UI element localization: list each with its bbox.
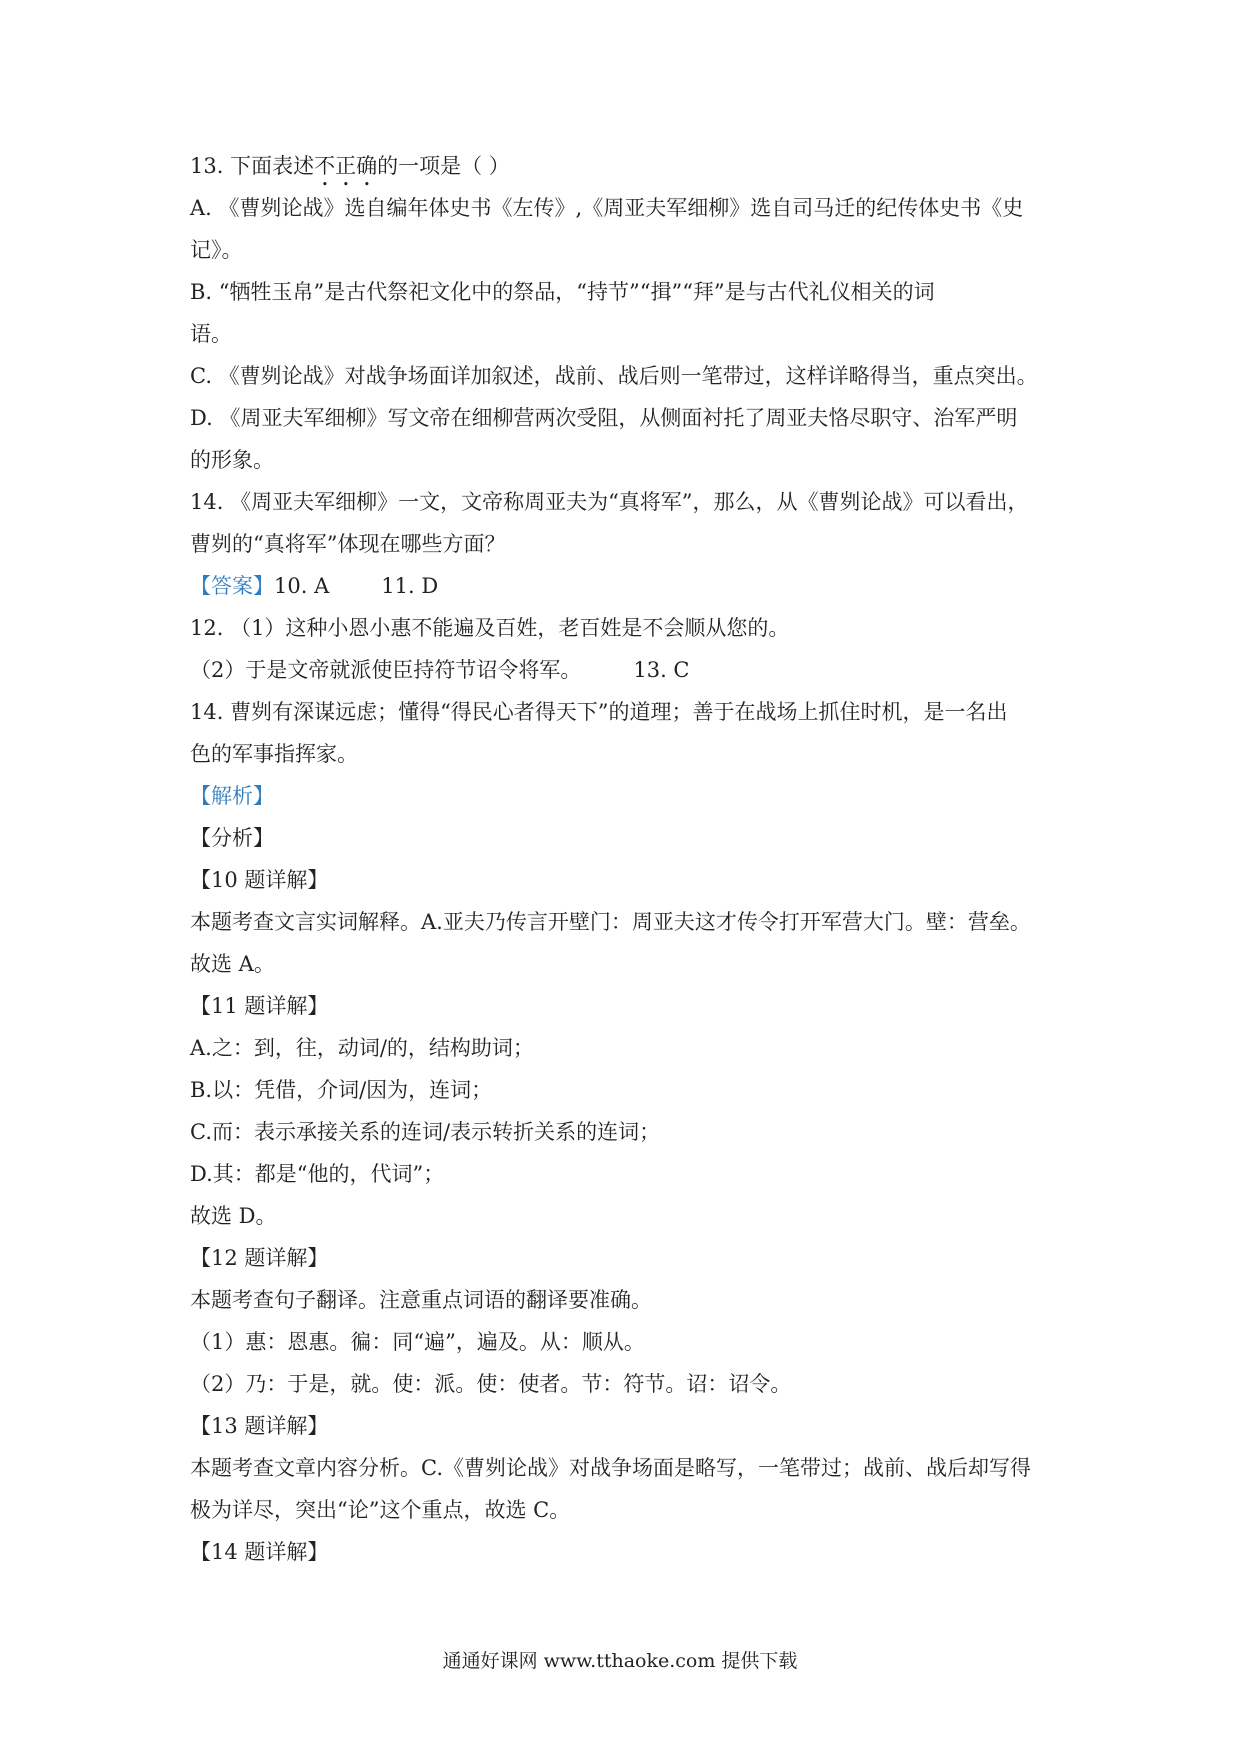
detail-10-text: 本题考查文言实词解释。A.亚夫乃传言开壁门：周亚夫这才传令打开军营大门。壁：营垒。 <box>190 910 1031 934</box>
q13-emphasis: 不正确 <box>314 154 378 178</box>
q13-option-b: B. “牺牲玉帛”是古代祭祀文化中的祭品，“持节”“揖”“拜”是与古代礼仪相关的词 <box>190 280 935 304</box>
detail-10-text-cont: 故选 A。 <box>190 952 275 976</box>
document-page <box>190 145 1060 1573</box>
detail-12-heading: 【12 题详解】 <box>190 1246 329 1270</box>
q13-option-d-cont: 的形象。 <box>190 448 274 472</box>
answer-11: 11. D <box>381 574 439 598</box>
page-footer: 通通好课网 www.tthaoke.com 提供下载 <box>442 1650 798 1672</box>
detail-13-text: 本题考查文章内容分析。C.《曹刿论战》对战争场面是略写，一笔带过；战前、战后却写得 <box>190 1456 1031 1480</box>
answer-12-2-and-13 <box>190 649 1060 691</box>
q13-option-a: A. 《曹刿论战》选自编年体史书《左传》,《周亚夫军细柳》选自司马迁的纪传体史书《史 <box>190 196 1024 220</box>
answer-14-1: 14. 曹刿有深谋远虑；懂得“得民心者得天下”的道理；善于在战场上抓住时机，是一名出 <box>190 700 1008 724</box>
detail-14-heading: 【14 题详解】 <box>190 1540 329 1564</box>
detail-12-line: （2）乃：于是，就。使：派。使：使者。节：符节。诏：诏令。 <box>190 1372 792 1396</box>
analysis-tag: 【解析】 <box>190 784 274 808</box>
q13-suffix: 的一项是（ ） <box>377 154 510 178</box>
detail-11-line: C.而：表示承接关系的连词/表示转折关系的连词； <box>190 1120 661 1144</box>
detail-11-line: B.以：凭借，介词/因为，连词； <box>190 1078 493 1102</box>
question-14-stem: 14. 《周亚夫军细柳》一文，文帝称周亚夫为“真将军”，那么，从《曹刿论战》可以看出， <box>190 490 1029 514</box>
detail-13-heading: 【13 题详解】 <box>190 1414 329 1438</box>
detail-11-line: A.之：到，往，动词/的，结构助词； <box>190 1036 534 1060</box>
answer-10: 10. A <box>274 574 330 598</box>
q13-option-a-cont: 记》。 <box>190 238 243 262</box>
detail-12-line: 本题考查句子翻译。注意重点词语的翻译要准确。 <box>190 1288 652 1312</box>
answer-tag: 【答案】 <box>190 574 274 598</box>
analysis-fenxi-heading: 【分析】 <box>190 826 274 850</box>
answer-12-1: 12. （1）这种小恩小惠不能遍及百姓，老百姓是不会顺从您的。 <box>190 616 790 640</box>
detail-12-line: （1）惠：恩惠。徧：同“遍”，遍及。从：顺从。 <box>190 1330 645 1354</box>
q13-option-c: C. 《曹刿论战》对战争场面详加叙述，战前、战后则一笔带过，这样详略得当，重点突出。 <box>190 364 1038 388</box>
detail-11-heading: 【11 题详解】 <box>190 994 329 1018</box>
question-13-stem <box>190 145 1060 187</box>
answer-12-2: （2）于是文帝就派使臣持符节诏令将军。 <box>190 658 582 682</box>
answer-line <box>190 565 1060 607</box>
q13-option-b-cont: 语。 <box>190 322 232 346</box>
detail-13-text-cont: 极为详尽，突出“论”这个重点，故选 C。 <box>190 1498 571 1522</box>
detail-10-heading: 【10 题详解】 <box>190 868 329 892</box>
question-14-stem-cont: 曹刿的“真将军”体现在哪些方面？ <box>190 532 506 556</box>
detail-11-line: D.其：都是“他的，代词”； <box>190 1162 445 1186</box>
q13-option-d: D. 《周亚夫军细柳》写文帝在细柳营两次受阻，从侧面衬托了周亚夫恪尽职守、治军严明 <box>190 406 1018 430</box>
detail-11-line: 故选 D。 <box>190 1204 277 1228</box>
q13-prefix: 13. 下面表述 <box>190 154 315 178</box>
answer-14-2: 色的军事指挥家。 <box>190 742 358 766</box>
answer-13: 13. C <box>633 658 690 682</box>
